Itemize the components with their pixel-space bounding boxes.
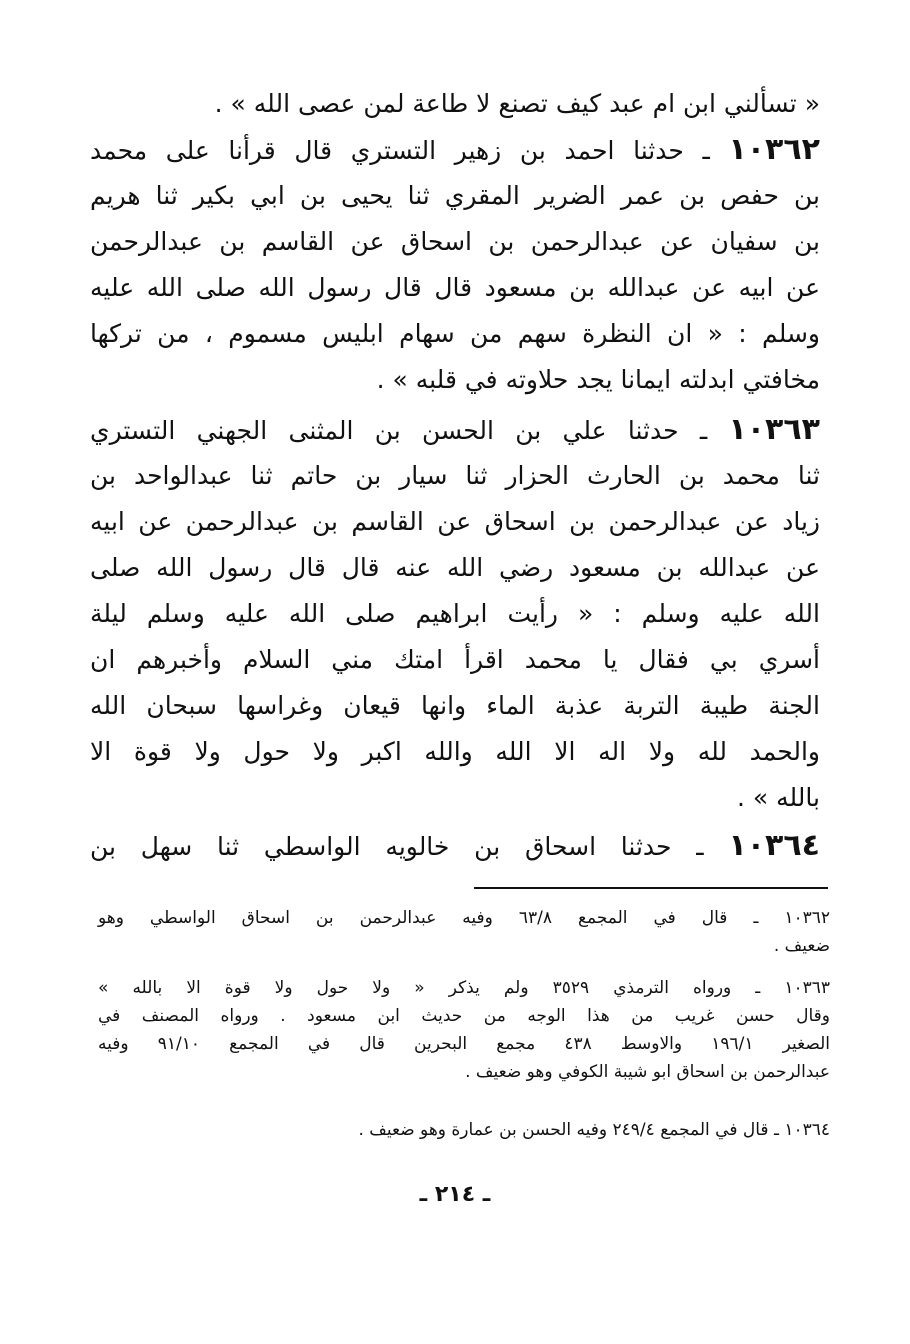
text-line bbox=[90, 176, 820, 216]
text-line bbox=[90, 778, 820, 818]
line-text: ـ حدثنا اسحاق بن خالويه الواسطي ثنا سهل بن bbox=[90, 832, 729, 861]
text-line bbox=[90, 314, 820, 354]
text-line bbox=[90, 548, 820, 588]
line-text: عن ابيه عن عبدالله بن مسعود قال قال رسول الله صلى الله عليه bbox=[90, 273, 820, 302]
line-text: بالله » . bbox=[736, 783, 820, 812]
footnote-line: ١٠٣٦٤ ـ قال في المجمع ٢٤٩/٤ وفيه الحسن بن عمارة وهو ضعيف . bbox=[358, 1120, 830, 1140]
text-line bbox=[90, 130, 820, 171]
text-line bbox=[90, 84, 820, 124]
line-text: الله عليه وسلم : « رأيت ابراهيم صلى الله عليه وسلم ليلة bbox=[90, 599, 820, 628]
line-text: « تسألني ابن ام عبد كيف تصنع لا طاعة لمن عصى الله » . bbox=[214, 89, 820, 118]
line-text: مخافتي ابدلته ايمانا يجد حلاوته في قلبه » . bbox=[376, 365, 820, 394]
text-line bbox=[90, 502, 820, 542]
text-line bbox=[90, 410, 820, 451]
line-text: وسلم : « ان النظرة سهم من سهام ابليس مسموم ، من تركها bbox=[90, 319, 820, 348]
text-line bbox=[90, 826, 820, 867]
hadith-number: ١٠٣٦٤ bbox=[728, 828, 820, 863]
text-line bbox=[90, 686, 820, 726]
footnote-line: عبدالرحمن بن اسحاق ابو شيبة الكوفي وهو ضعيف . bbox=[465, 1062, 830, 1082]
footnote-separator bbox=[474, 887, 828, 889]
line-text: بن سفيان عن عبدالرحمن بن اسحاق عن القاسم بن عبدالرحمن bbox=[90, 227, 820, 256]
text-line bbox=[90, 268, 820, 308]
line-text: أسري بي فقال يا محمد اقرأ امتك مني السلام وأخبرهم ان bbox=[90, 645, 820, 674]
line-text: الجنة طيبة التربة عذبة الماء وانها قيعان وغراسها سبحان الله bbox=[90, 691, 820, 720]
page-number: ـ ٢١٤ ـ bbox=[419, 1182, 491, 1207]
text-line bbox=[90, 360, 820, 400]
footnote-line: ١٠٣٦٣ ـ ورواه الترمذي ٣٥٢٩ ولم يذكر « ولا حول ولا قوة الا بالله » bbox=[98, 978, 830, 998]
line-text: والحمد لله ولا اله الا الله والله اكبر ولا حول ولا قوة الا bbox=[90, 737, 820, 766]
hadith-number: ١٠٣٦٣ bbox=[728, 412, 820, 447]
line-text: عن عبدالله بن مسعود رضي الله عنه قال قال رسول الله صلى bbox=[90, 553, 820, 582]
footnote-line: الصغير ١٩٦/١ والاوسط ٤٣٨ مجمع البحرين قال في المجمع ٩١/١٠ وفيه bbox=[98, 1034, 831, 1054]
footnote-line: ١٠٣٦٢ ـ قال في المجمع ٦٣/٨ وفيه عبدالرحمن بن اسحاق الواسطي وهو bbox=[98, 908, 830, 928]
text-line bbox=[90, 640, 820, 680]
footnote-line: وقال حسن غريب من هذا الوجه من حديث ابن مسعود . ورواه المصنف في bbox=[98, 1006, 830, 1026]
text-line bbox=[90, 222, 820, 262]
line-text: ـ حدثنا علي بن الحسن بن المثنى الجهني التستري bbox=[90, 416, 729, 445]
line-text: بن حفص بن عمر الضرير المقري ثنا يحيى بن ابي بكير ثنا هريم bbox=[90, 181, 820, 210]
line-text: ثنا محمد بن الحارث الحزار ثنا سيار بن حاتم ثنا عبدالواحد بن bbox=[90, 461, 820, 490]
hadith-number: ١٠٣٦٢ bbox=[728, 132, 820, 167]
footnote-line: ضعيف . bbox=[773, 936, 830, 956]
line-text: ـ حدثنا احمد بن زهير التستري قال قرأنا على محمد bbox=[90, 136, 729, 165]
text-line bbox=[90, 594, 820, 634]
text-line bbox=[90, 456, 820, 496]
text-line bbox=[90, 732, 820, 772]
line-text: زياد عن عبدالرحمن بن اسحاق عن القاسم بن عبدالرحمن عن ابيه bbox=[90, 507, 820, 536]
